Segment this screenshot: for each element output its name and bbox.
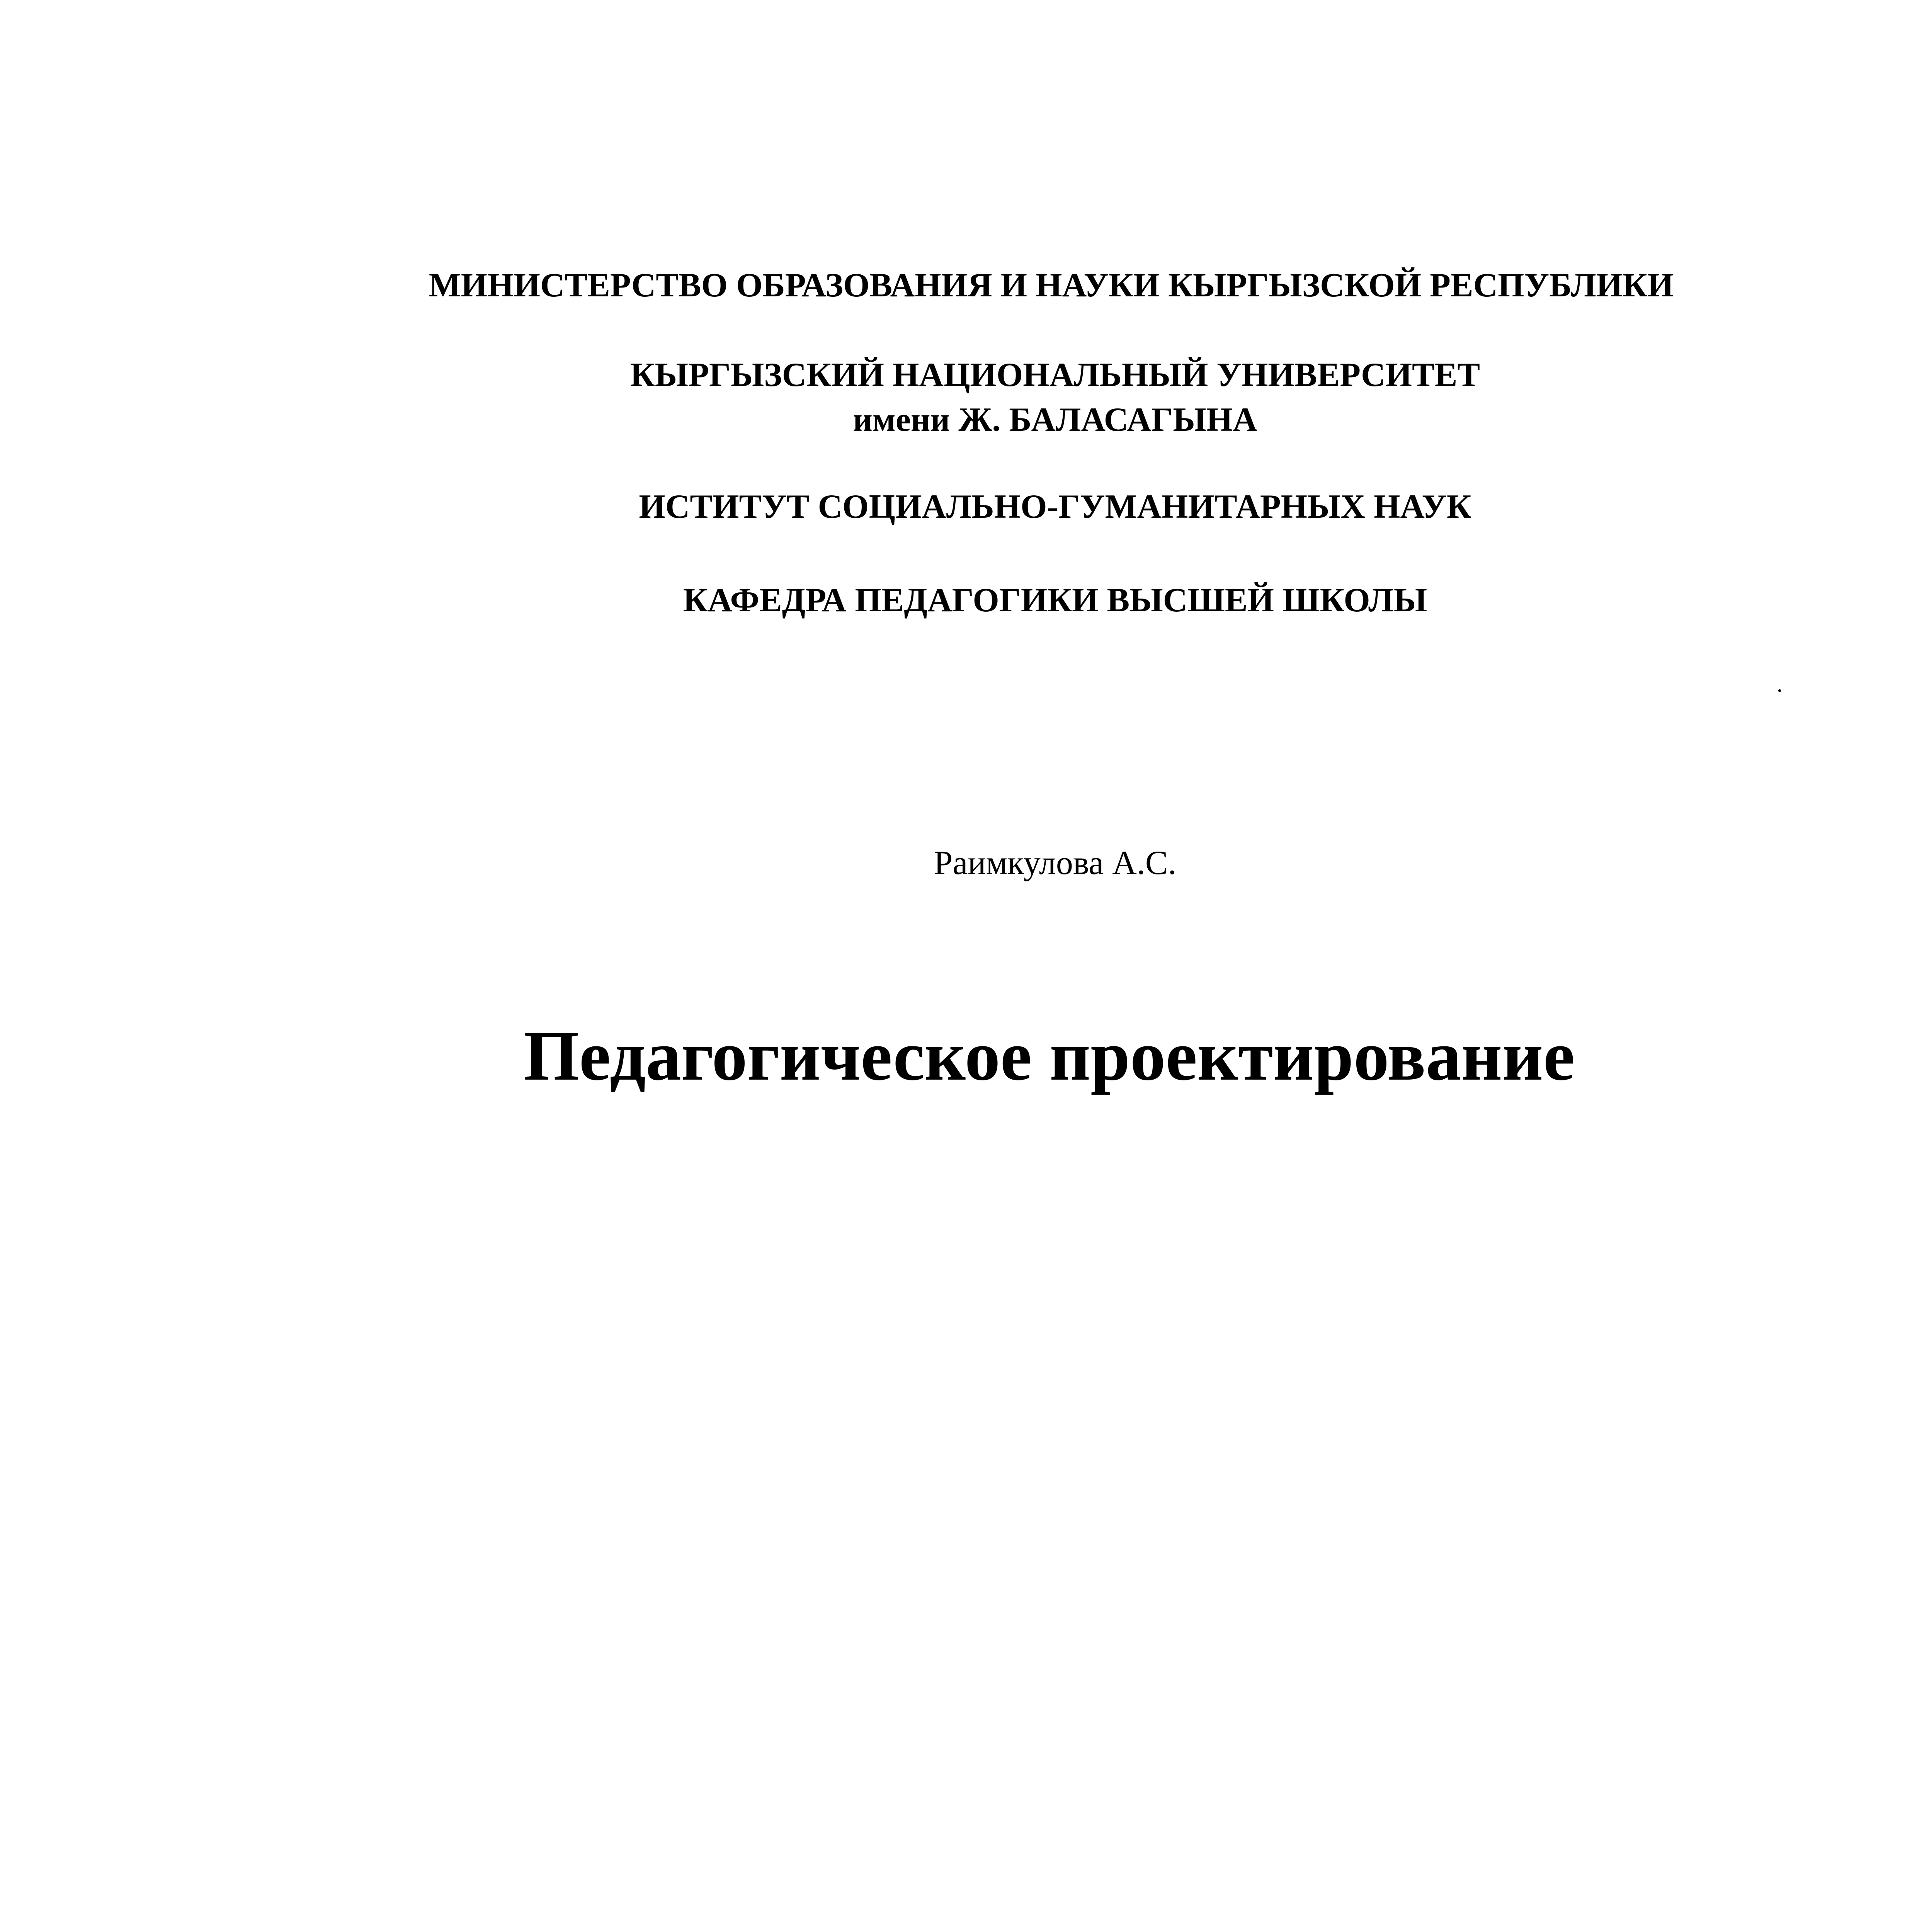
document-title: Педагогическое проектирование bbox=[524, 1016, 1575, 1095]
department-heading: КАФЕДРА ПЕДАГОГИКИ ВЫСШЕЙ ШКОЛЫ bbox=[683, 582, 1427, 619]
institute-heading: ИСТИТУТ СОЦИАЛЬНО-ГУМАНИТАРНЫХ НАУК bbox=[639, 488, 1471, 526]
author-name: Раимкулова А.С. bbox=[934, 844, 1177, 882]
university-heading: КЫРГЫЗСКИЙ НАЦИОНАЛЬНЫЙ УНИВЕРСИТЕТ bbox=[630, 356, 1480, 394]
stray-dot-mark: . bbox=[1777, 671, 1783, 697]
university-named-line: имени Ж. БАЛАСАГЫНА bbox=[853, 401, 1257, 439]
ministry-heading: МИНИСТЕРСТВО ОБРАЗОВАНИЯ И НАУКИ КЫРГЫЗСКОЙ РЕСПУБЛИКИ bbox=[429, 267, 1674, 304]
